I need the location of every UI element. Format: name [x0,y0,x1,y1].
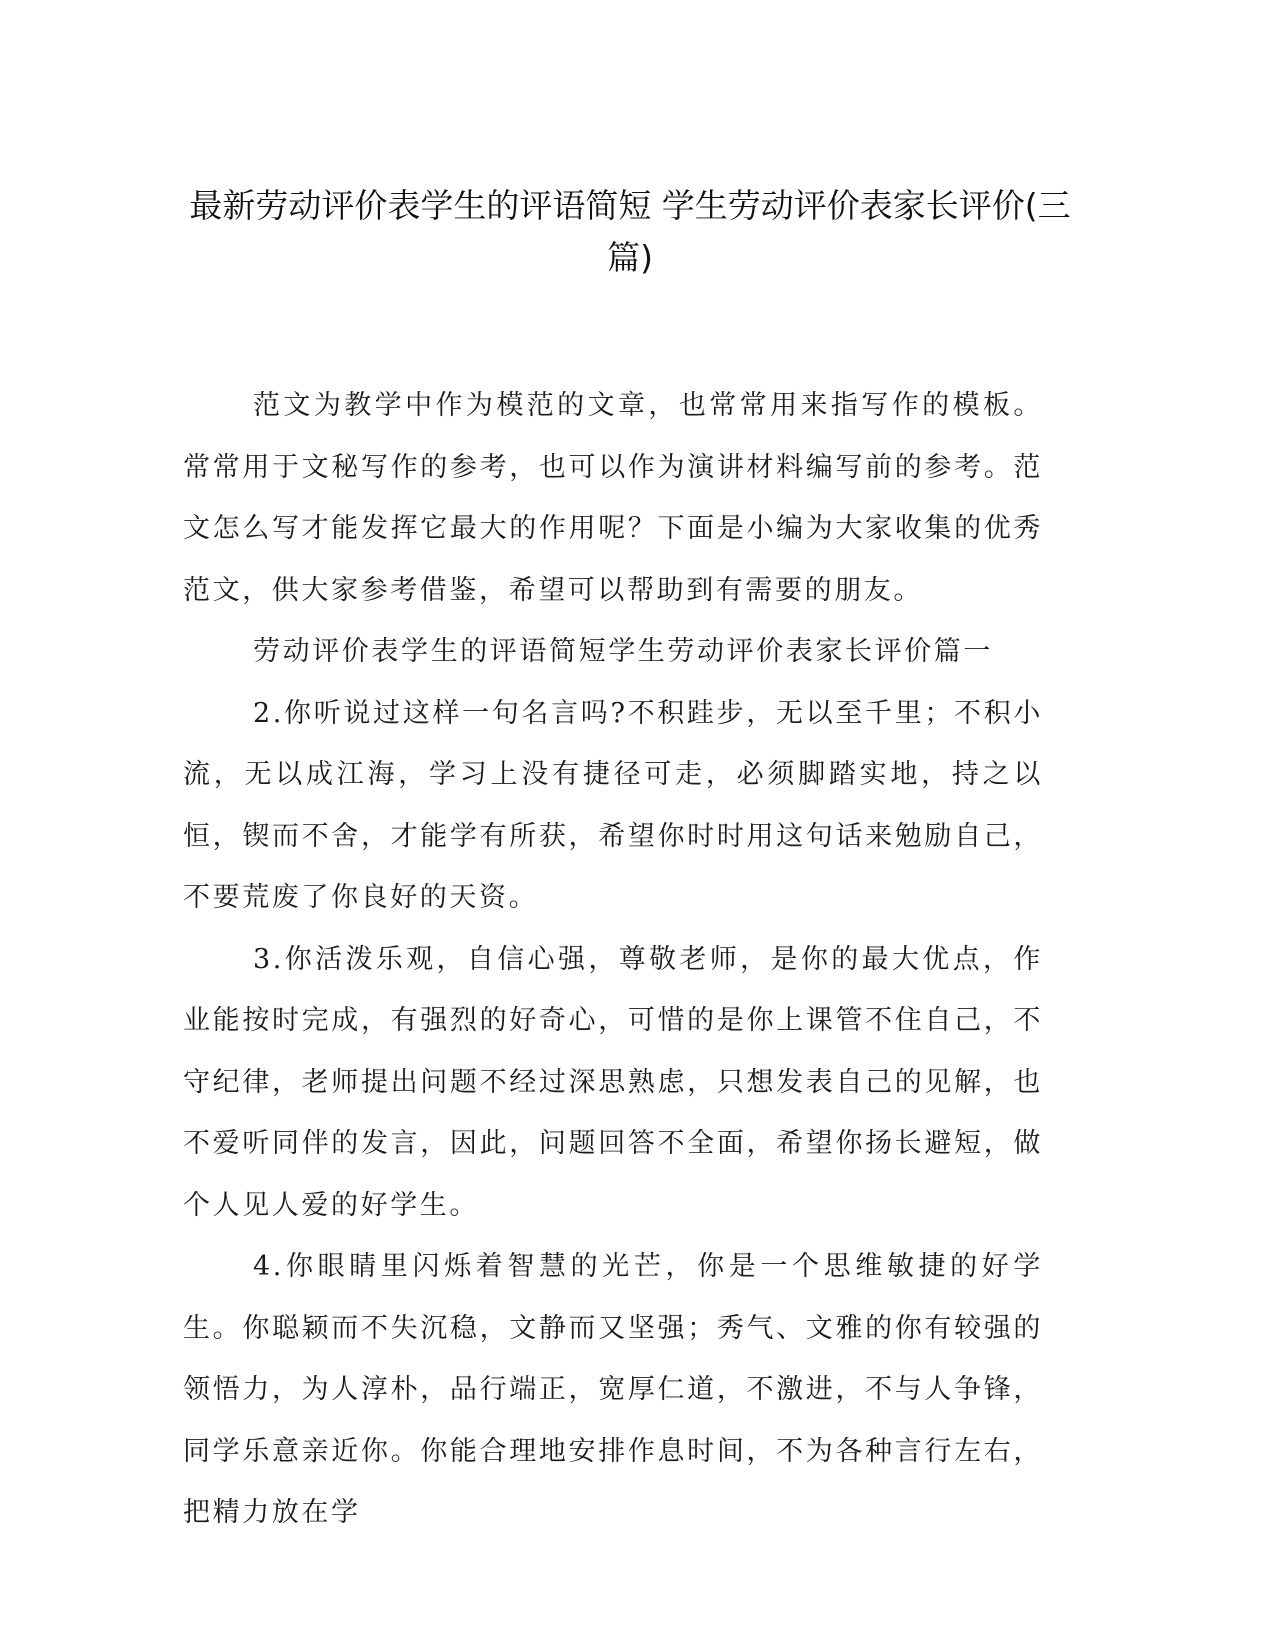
paragraph-item-4: 4.你眼睛里闪烁着智慧的光芒，你是一个思维敏捷的好学生。你聪颖而不失沉稳，文静而又坚强；秀气、文雅的你有较强的领悟力，为人淳朴，品行端正，宽厚仁道，不激进，不与人争锋，同学乐意亲近你。你能合理地安排作息时间，不为各种言行左右，把精力放在学 [183,1251,1043,1528]
paragraph-intro: 范文为教学中作为模范的文章，也常常用来指写作的模板。常常用于文秘写作的参考，也可以作为演讲材料编写前的参考。范文怎么写才能发挥它最大的作用呢？下面是小编为大家收集的优秀范文，供大家参考借鉴，希望可以帮助到有需要的朋友。 [183,390,1043,606]
paragraph-item-2: 2.你听说过这样一句名言吗?不积跬步，无以至千里；不积小流，无以成江海，学习上没有捷径可走，必须脚踏实地，持之以恒，锲而不舍，才能学有所获，希望你时时用这句话来勉励自己，不要荒废了你良好的天资。 [183,697,1043,913]
document-title: 最新劳动评价表学生的评语简短 学生劳动评价表家长评价(三篇) [189,186,1071,277]
paragraph-item-3: 3.你活泼乐观，自信心强，尊敬老师，是你的最大优点，作业能按时完成，有强烈的好奇心，可惜的是你上课管不住自己，不守纪律，老师提出问题不经过深思熟虑，只想发表自己的见解，也不爱听同伴的发言，因此，问题回答不全面，希望你扬长避短，做个人见人爱的好学生。 [183,943,1043,1221]
section-heading: 劳动评价表学生的评语简短学生劳动评价表家长评价篇一 [253,636,993,667]
document-body [183,375,1043,1544]
